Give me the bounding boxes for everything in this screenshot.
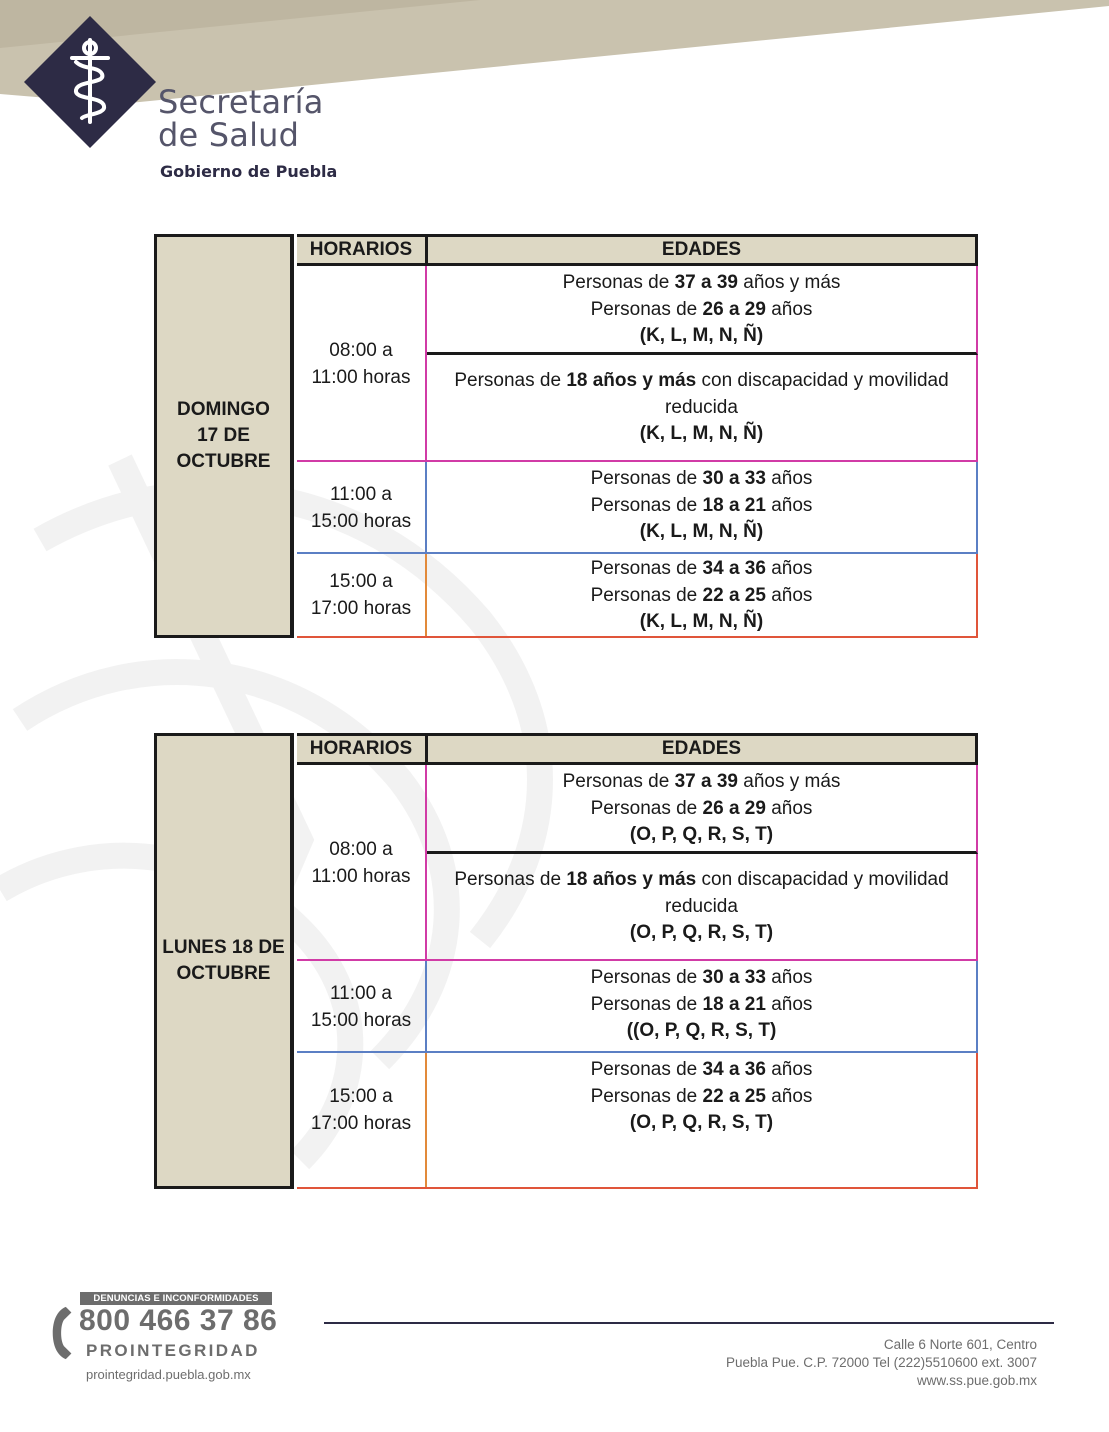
age-line: Personas de 18 años y más con discapacidad y movilidad	[454, 370, 949, 391]
age-line: Personas de 30 a 33 años	[590, 967, 813, 988]
age-line: Personas de 34 a 36 años	[590, 1059, 813, 1080]
letters-line: (O, P, Q, R, S, T)	[629, 1112, 774, 1133]
age-line: Personas de 22 a 25 años	[590, 584, 813, 606]
time-label: 11:00 horas	[311, 866, 411, 887]
time-label: 11:00 a	[330, 484, 392, 505]
time-label: 17:00 horas	[310, 1113, 412, 1134]
letters-line: ((O, P, Q, R, S, T)	[626, 1020, 777, 1041]
age-line: Personas de 26 a 29 años	[590, 298, 813, 320]
time-label: 11:00 a	[330, 983, 392, 1004]
day-label-line: DOMINGO	[177, 399, 270, 420]
ages-cell-disability	[427, 355, 978, 462]
gov-name: Gobierno de Puebla	[160, 162, 338, 181]
time-label: 17:00 horas	[310, 598, 412, 619]
ages-cell	[427, 961, 978, 1053]
day-label-line: OCTUBRE	[176, 963, 271, 984]
slot-row	[297, 1051, 978, 1189]
time-label: 11:00 horas	[311, 367, 411, 388]
age-line: reducida	[665, 895, 738, 917]
address-line-1: Calle 6 Norte 601, Centro	[883, 1337, 1037, 1352]
age-line: Personas de 26 a 29 años	[590, 797, 813, 819]
day-cell	[154, 733, 294, 1189]
header-edades: EDADES	[661, 239, 742, 260]
address-line-2: Puebla Pue. C.P. 72000 Tel (222)5510600 ext. 3007	[726, 1355, 1037, 1370]
schedule-table-lunes	[154, 733, 978, 1189]
time-label: 15:00 a	[329, 1086, 393, 1107]
slot-row	[297, 266, 978, 462]
age-line: Personas de 18 a 21 años	[590, 494, 813, 516]
ages-cell	[427, 554, 978, 636]
age-line: Personas de 34 a 36 años	[590, 558, 813, 579]
time-cell	[297, 554, 427, 636]
age-line: Personas de 37 a 39 años y más	[562, 771, 841, 792]
letters-line: (K, L, M, N, Ñ)	[639, 611, 764, 632]
age-line: Personas de 37 a 39 años y más	[562, 272, 841, 293]
slot-row	[297, 460, 978, 554]
time-label: 15:00 horas	[310, 1010, 412, 1031]
time-cell	[297, 462, 427, 554]
header-edades: EDADES	[661, 738, 742, 759]
time-label: 15:00 horas	[310, 511, 412, 532]
prointegridad-url: prointegridad.puebla.gob.mx	[86, 1367, 251, 1382]
age-line: Personas de 18 a 21 años	[590, 993, 813, 1015]
ages-cell-disability	[427, 854, 978, 961]
time-label: 08:00 a	[329, 340, 393, 361]
ages-cell	[427, 462, 978, 554]
age-line: Personas de 22 a 25 años	[590, 1085, 813, 1107]
website: www.ss.pue.gob.mx	[916, 1373, 1037, 1388]
footer-divider	[324, 1322, 1054, 1324]
letters-line: (K, L, M, N, Ñ)	[639, 423, 764, 444]
time-cell	[297, 765, 427, 961]
slot-row	[297, 765, 978, 961]
org-name-line2: de Salud	[158, 116, 300, 154]
age-line: reducida	[665, 396, 738, 418]
age-line: Personas de 18 años y más con discapacidad y movilidad	[454, 869, 949, 890]
slot-row	[297, 959, 978, 1053]
table-header	[297, 234, 978, 266]
ages-cell	[427, 765, 978, 854]
time-cell	[297, 961, 427, 1053]
schedule-table-domingo	[154, 234, 978, 638]
org-name-line1: Secretaría	[158, 83, 324, 121]
day-label-line: 17 DE	[197, 425, 250, 446]
time-cell	[297, 266, 427, 462]
denuncias-banner: DENUNCIAS E INCONFORMIDADES	[80, 1292, 272, 1305]
day-label-line: OCTUBRE	[176, 451, 271, 472]
header-horarios: HORARIOS	[297, 736, 428, 762]
header-horarios: HORARIOS	[297, 237, 428, 263]
letters-line: (O, P, Q, R, S, T)	[629, 824, 774, 845]
day-cell	[154, 234, 294, 638]
age-line: Personas de 30 a 33 años	[590, 468, 813, 489]
footer-address	[726, 1336, 1037, 1390]
time-label: 15:00 a	[329, 571, 393, 592]
letters-line: (K, L, M, N, Ñ)	[639, 521, 764, 542]
time-cell	[297, 1053, 427, 1187]
org-name	[158, 83, 324, 154]
caduceus-icon	[22, 14, 158, 150]
letters-line: (O, P, Q, R, S, T)	[629, 922, 774, 943]
phone-handset-icon	[48, 1305, 78, 1361]
letters-line: (K, L, M, N, Ñ)	[639, 325, 764, 346]
slot-row	[297, 552, 978, 638]
prointegridad-label: PROINTEGRIDAD	[86, 1341, 260, 1360]
phone-number: 800 466 37 86	[79, 1304, 278, 1337]
table-header	[297, 733, 978, 765]
ages-cell	[427, 266, 978, 355]
day-label-line: LUNES 18 DE	[162, 937, 285, 958]
ages-cell	[427, 1053, 978, 1187]
time-label: 08:00 a	[329, 839, 393, 860]
